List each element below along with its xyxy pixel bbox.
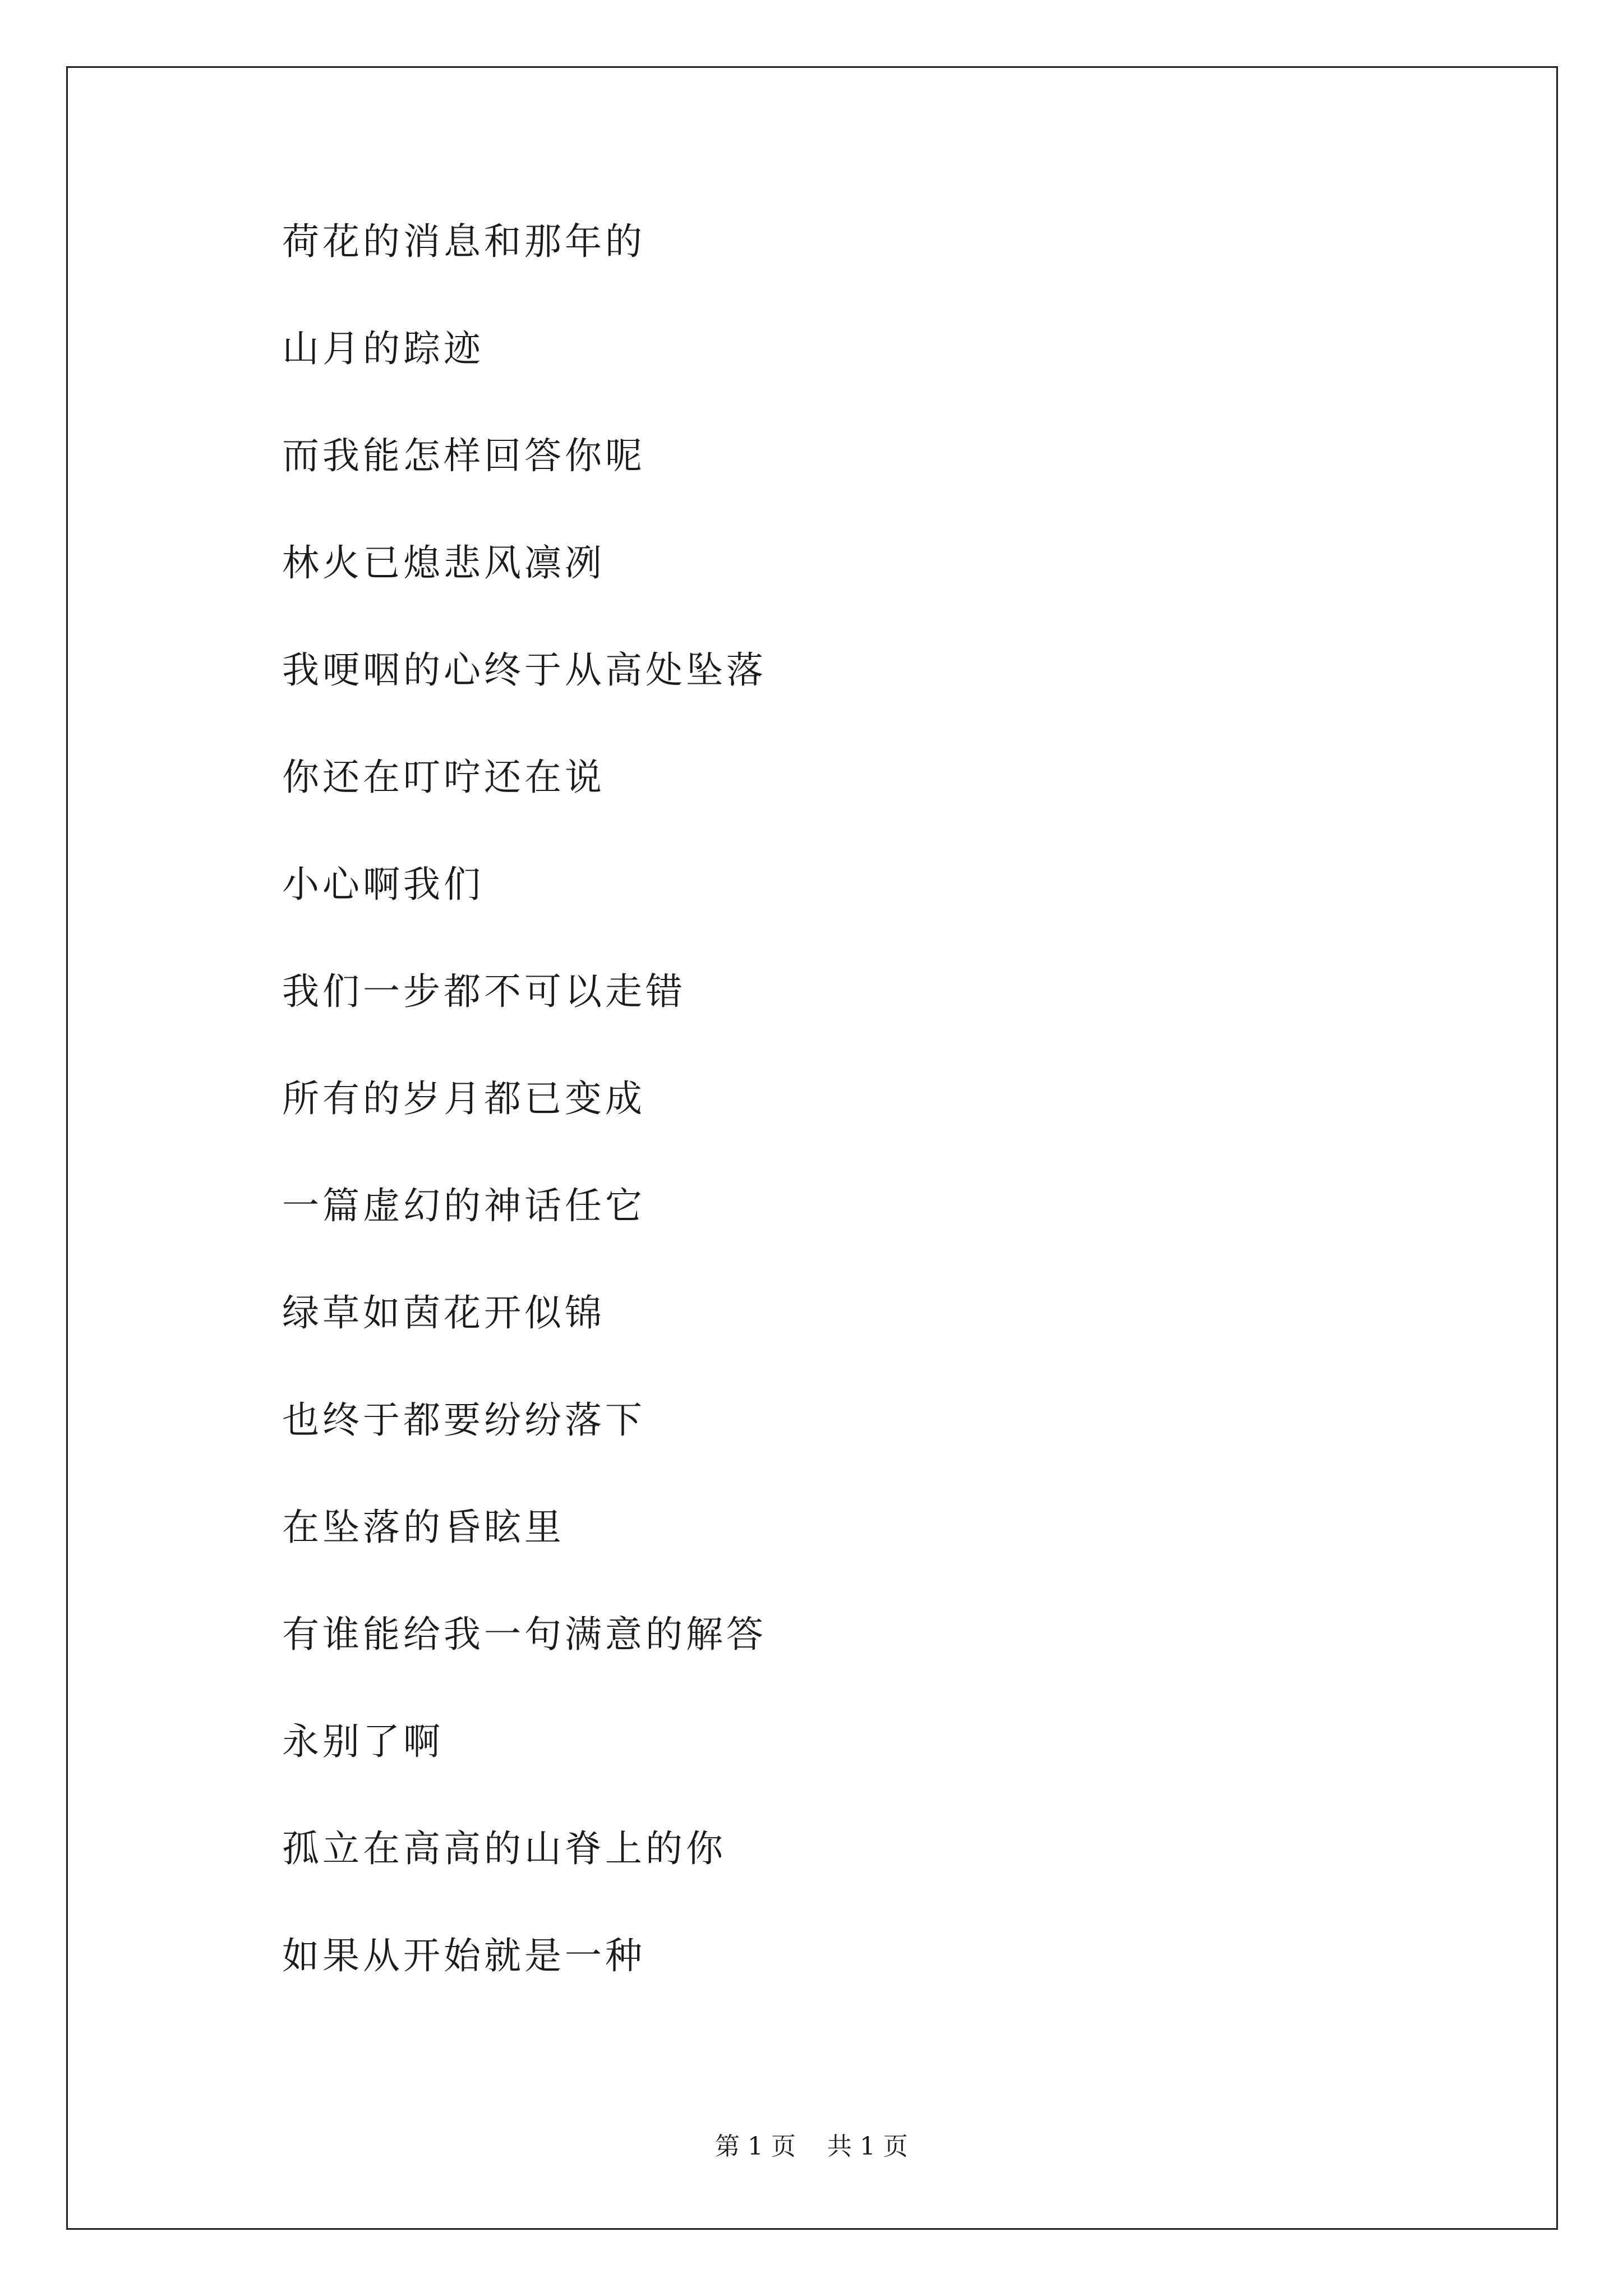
- poem-line: 我们一步都不可以走错: [282, 970, 686, 1013]
- poem-line: 小心啊我们: [282, 863, 484, 906]
- poem-line: 荷花的消息和那年的: [282, 220, 645, 263]
- poem-line: 永别了啊: [282, 1720, 444, 1763]
- poem-line: 孤立在高高的山脊上的你: [282, 1827, 726, 1870]
- poem-line: 山月的踪迹: [282, 327, 484, 370]
- poem-line: 也终于都要纷纷落下: [282, 1398, 645, 1442]
- poem-line: 如果从开始就是一种: [282, 1934, 645, 1977]
- poem-line: 你还在叮咛还在说: [282, 756, 605, 799]
- poem-line: 有谁能给我一句满意的解答: [282, 1613, 767, 1656]
- poem-line: 我哽咽的心终于从高处坠落: [282, 648, 767, 692]
- poem-line: 在坠落的昏眩里: [282, 1506, 565, 1549]
- page-number-footer: 第 1 页 共 1 页: [715, 2132, 908, 2161]
- poem-line: 绿草如茵花开似锦: [282, 1291, 605, 1335]
- poem-line: 所有的岁月都已变成: [282, 1077, 645, 1120]
- poem-line: 而我能怎样回答你呢: [282, 434, 645, 477]
- poem-line: 一篇虚幻的神话任它: [282, 1184, 645, 1227]
- poem-body: [282, 222, 767, 2043]
- poem-line: 林火已熄悲风凛冽: [282, 541, 605, 585]
